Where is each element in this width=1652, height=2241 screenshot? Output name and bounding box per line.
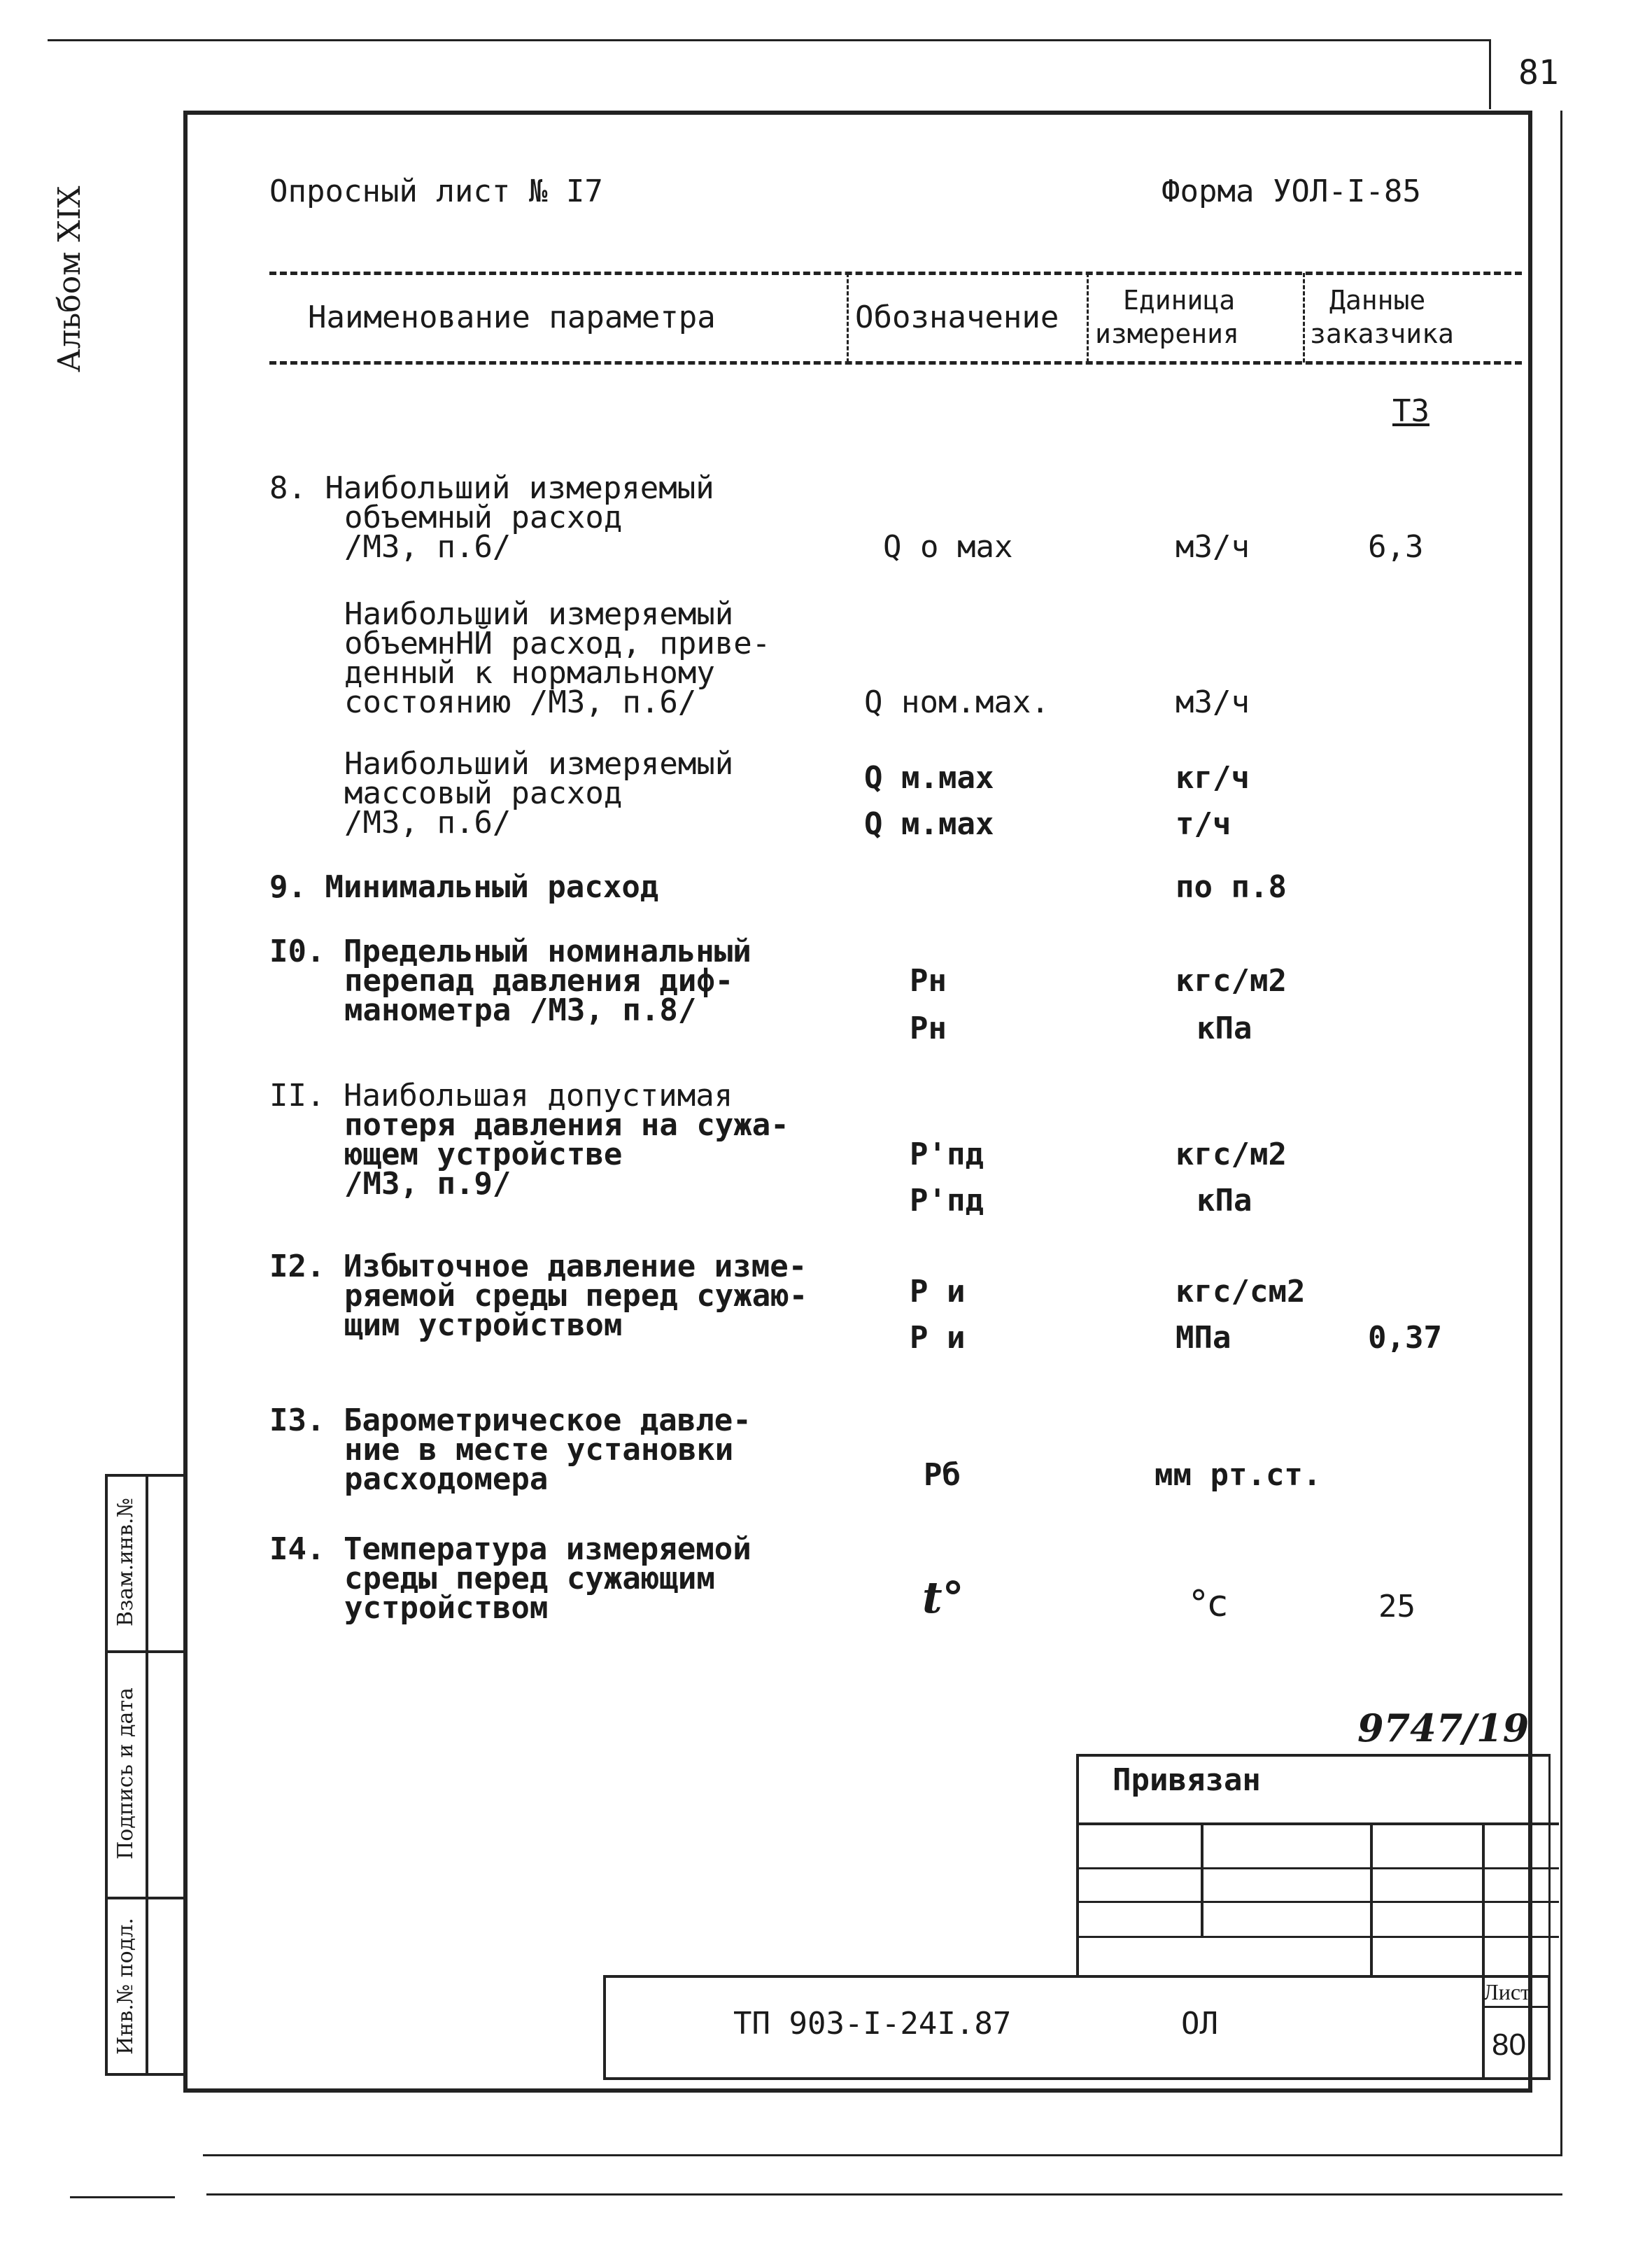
- header-dash-bottom: [269, 361, 1522, 365]
- item-10-line-1: I0. Предельный номинальный: [269, 934, 751, 969]
- col-sep-1: [847, 273, 849, 363]
- list-label: Лист: [1483, 1979, 1531, 2004]
- item-13-line-1: I3. Барометрическое давле-: [269, 1403, 751, 1438]
- item-14-line-3: устройством: [344, 1590, 549, 1626]
- sheet-title: Опросный лист № I7: [269, 174, 603, 209]
- tz-marker: ТЗ: [1392, 393, 1429, 429]
- item-12-unit-2: МПа: [1176, 1320, 1231, 1356]
- form-code: Форма УОЛ-I-85: [1162, 174, 1421, 209]
- stamp-row-3: [1076, 1901, 1559, 1903]
- item-11-unit-2: кПа: [1196, 1183, 1252, 1218]
- item-11-line-3: ющем устройстве: [344, 1137, 623, 1172]
- vzam-inv-label: Взам.инв.№: [113, 1498, 138, 1627]
- col-header-data-1: Данные: [1329, 285, 1426, 316]
- item-11-line-1: II. Наибольшая допустимая: [269, 1078, 733, 1114]
- doc-code: ТП 903-I-24I.87: [733, 2006, 1012, 2042]
- item-13-unit: мм рт.ст.: [1155, 1457, 1322, 1493]
- item-12-value-2: 0,37: [1368, 1320, 1442, 1356]
- item-12-line-3: щим устройством: [344, 1307, 623, 1343]
- item-12-symbol-2: Р и: [910, 1320, 966, 1356]
- col-header-symbol: Обозначение: [855, 300, 1059, 335]
- privyazan-label: Привязан: [1113, 1762, 1261, 1798]
- item-13-line-2: ние в месте установки: [344, 1432, 734, 1468]
- item-14-value: 25: [1378, 1589, 1416, 1624]
- stamp-row-4: [1076, 1936, 1559, 1938]
- col-header-data-2: заказчика: [1310, 318, 1454, 349]
- item-12-line-2: ряемой среды перед сужаю-: [344, 1278, 808, 1314]
- item-8b-symbol: Q ном.мах.: [864, 684, 1050, 720]
- item-11-unit-1: кгс/м2: [1176, 1137, 1287, 1172]
- side-strip-divider: [146, 1474, 148, 2076]
- stamp-col-1: [1201, 1822, 1203, 1937]
- side-strip-sep-2: [105, 1897, 188, 1899]
- item-11-line-4: /МЗ, п.9/: [344, 1166, 511, 1202]
- item-8c-symbol-1: Q м.мах: [864, 760, 994, 796]
- title-block-list-sep: [1482, 2006, 1551, 2008]
- item-10-unit-2: кПа: [1196, 1011, 1252, 1046]
- item-10-line-2: перепад давления диф-: [344, 963, 734, 999]
- item-8b-line-3: денный к нормальному: [344, 655, 715, 691]
- doc-type: ОЛ: [1181, 2006, 1218, 2042]
- page-number-divider: [1489, 39, 1491, 109]
- outer-bottom-border: [203, 2154, 1562, 2156]
- item-8-line-2: объемный расход: [344, 500, 623, 535]
- item-8c-unit-2: т/ч: [1176, 806, 1231, 842]
- top-rule: [48, 39, 1489, 41]
- item-10-line-3: манометра /МЗ, п.8/: [344, 992, 697, 1028]
- item-9-unit: по п.8: [1176, 869, 1287, 905]
- item-8b-line-1: Наибольший измеряемый: [344, 596, 734, 632]
- stamp-mid-ext: [1532, 1822, 1551, 1825]
- item-14-unit: °с: [1189, 1583, 1228, 1625]
- col-sep-3: [1303, 273, 1305, 363]
- header-dash-top: [269, 272, 1522, 275]
- item-8-unit: м3/ч: [1176, 529, 1250, 565]
- item-10-symbol-1: Рн: [910, 963, 947, 999]
- item-9-line-1: 9. Минимальный расход: [269, 869, 659, 905]
- item-8c-symbol-2: Q м.мах: [864, 806, 994, 842]
- item-12-line-1: I2. Избыточное давление изме-: [269, 1249, 807, 1284]
- stamp-col-3: [1482, 1822, 1485, 1978]
- item-8-symbol: Q о мах: [883, 529, 1013, 565]
- item-10-symbol-2: Рн: [910, 1011, 947, 1046]
- item-8-value: 6,3: [1368, 529, 1424, 565]
- side-strip-sep-1: [105, 1650, 188, 1653]
- item-8b-line-2: объемнНЙ расход, приве-: [344, 626, 771, 661]
- col-sep-2: [1087, 273, 1089, 363]
- item-14-line-1: I4. Температура измеряемой: [269, 1531, 751, 1567]
- item-8-line-1: 8. Наибольший измеряемый: [269, 470, 714, 506]
- stamp-col-2: [1370, 1822, 1373, 1978]
- item-12-unit-1: кгс/см2: [1176, 1274, 1306, 1309]
- item-13-line-3: расходомера: [344, 1461, 549, 1497]
- bottom-rule: [206, 2193, 1562, 2196]
- album-label: Альбом XIX: [52, 185, 87, 372]
- stamp-row-1: [1076, 1822, 1559, 1825]
- item-8b-line-4: состоянию /МЗ, п.6/: [344, 684, 697, 720]
- col-header-unit-1: Единица: [1123, 285, 1236, 316]
- item-13-symbol: Рб: [924, 1457, 961, 1493]
- item-12-symbol-1: Р и: [910, 1274, 966, 1309]
- item-14-line-2: среды перед сужающим: [344, 1561, 715, 1596]
- col-header-unit-2: измерения: [1095, 318, 1239, 349]
- item-10-unit-1: кгс/м2: [1176, 963, 1287, 999]
- item-8c-line-2: массовый расход: [344, 775, 623, 811]
- page-number: 81: [1518, 53, 1559, 92]
- item-11-symbol-1: Р'пд: [910, 1137, 984, 1172]
- item-11-line-2: потеря давления на сужа-: [344, 1107, 789, 1143]
- item-8c-line-1: Наибольший измеряемый: [344, 746, 734, 782]
- item-8c-unit-1: кг/ч: [1176, 760, 1250, 796]
- item-11-symbol-2: Р'пд: [910, 1183, 984, 1218]
- item-8c-line-3: /МЗ, п.6/: [344, 805, 511, 841]
- stamp-top-ext: [1532, 1754, 1551, 1757]
- inv-podl-label: Инв.№ подл.: [113, 1918, 138, 2055]
- col-header-name: Наименование параметра: [308, 300, 716, 335]
- stamp-number: 9747/19: [1357, 1706, 1530, 1750]
- item-14-symbol: t°: [922, 1572, 964, 1623]
- outer-right-border: [1560, 111, 1562, 2156]
- item-8-line-3: /МЗ, п.6/: [344, 529, 511, 565]
- podpis-data-label: Подпись и дата: [113, 1687, 138, 1860]
- stamp-row-2: [1076, 1867, 1559, 1869]
- bottom-left-stub: [70, 2196, 175, 2198]
- item-8b-unit: м3/ч: [1176, 684, 1250, 720]
- list-number: 80: [1492, 2028, 1526, 2062]
